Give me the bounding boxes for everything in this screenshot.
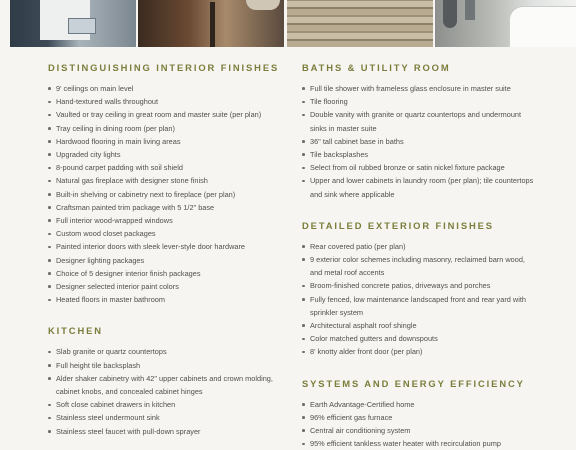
baths-utility-heading: BATHS & UTILITY ROOM xyxy=(302,62,451,73)
list-item: Upgraded city lights xyxy=(48,148,283,161)
list-item: Stainless steel undermount sink xyxy=(48,411,283,424)
baths-utility-section xyxy=(302,62,536,201)
list-item: Natural gas fireplace with designer stone finish xyxy=(48,174,283,187)
list-item: Rear covered patio (per plan) xyxy=(302,240,536,253)
list-item: Color matched gutters and downspouts xyxy=(302,332,536,345)
list-item: Tile backsplashes xyxy=(302,148,536,161)
energy-heading: SYSTEMS AND ENERGY EFFICIENCY xyxy=(302,377,525,389)
list-item: Heated floors in master bathroom xyxy=(48,293,283,306)
list-item: Soft close cabinet drawers in kitchen xyxy=(48,398,283,411)
right-column xyxy=(302,62,536,450)
list-item: 8-pound carpet padding with soil shield xyxy=(48,161,283,174)
exterior-finishes-list xyxy=(302,240,536,359)
kitchen-heading: KITCHEN xyxy=(48,325,103,337)
exterior-finishes-section xyxy=(302,220,536,359)
list-item: Select from oil rubbed bronze or satin nickel fixture package xyxy=(302,161,536,174)
energy-list xyxy=(302,398,536,450)
left-column xyxy=(48,62,283,438)
interior-finishes-section xyxy=(48,62,283,306)
photo-strip xyxy=(0,0,576,47)
list-item: Central air conditioning system xyxy=(302,424,536,437)
kitchen-section xyxy=(48,325,283,437)
list-item: Hand-textured walls throughout xyxy=(48,95,283,108)
list-item: Full interior wood-wrapped windows xyxy=(48,214,283,227)
baths-utility-list xyxy=(302,82,536,201)
list-item: Craftsman painted trim package with 5 1/2" base xyxy=(48,201,283,214)
list-item: Earth Advantage-Certified home xyxy=(302,398,536,411)
photo-bathroom-fixture xyxy=(10,0,136,47)
list-item: 95% efficient tankless water heater with recirculation pump xyxy=(302,437,536,450)
interior-finishes-list xyxy=(48,82,283,306)
list-item: Built-in shelving or cabinetry next to fireplace (per plan) xyxy=(48,188,283,201)
list-item: Painted interior doors with sleek lever-style door hardware xyxy=(48,240,283,253)
list-item: Double vanity with granite or quartz countertops and undermount sinks in master suite xyxy=(302,108,536,134)
list-item: Stainless steel faucet with pull-down sprayer xyxy=(48,425,283,438)
list-item: Broom-finished concrete patios, driveways and porches xyxy=(302,279,536,292)
list-item: Upper and lower cabinets in laundry room (per plan); tile countertops and sink where applicable xyxy=(302,174,536,200)
list-item: 8' knotty alder front door (per plan) xyxy=(302,345,536,358)
list-item: Tile flooring xyxy=(302,95,536,108)
photo-sink-faucet xyxy=(435,0,576,47)
interior-finishes-heading: DISTINGUISHING INTERIOR FINISHES xyxy=(48,62,280,73)
list-item: Custom wood closet packages xyxy=(48,227,283,240)
list-item: Architectural asphalt roof shingle xyxy=(302,319,536,332)
list-item: Choice of 5 designer interior finish packages xyxy=(48,267,283,280)
kitchen-list xyxy=(48,345,283,437)
photo-living-room xyxy=(138,0,284,47)
exterior-finishes-heading: DETAILED EXTERIOR FINISHES xyxy=(302,219,494,231)
list-item: Designer selected interior paint colors xyxy=(48,280,283,293)
list-item: Vaulted or tray ceiling in great room and master suite (per plan) xyxy=(48,108,283,121)
list-item: Designer lighting packages xyxy=(48,254,283,267)
list-item: Fully fenced, low maintenance landscaped front and rear yard with sprinkler system xyxy=(302,293,536,319)
list-item: 9' ceilings on main level xyxy=(48,82,283,95)
list-item: Hardwood flooring in main living areas xyxy=(48,135,283,148)
list-item: Slab granite or quartz countertops xyxy=(48,345,283,358)
list-item: Tray ceiling in dining room (per plan) xyxy=(48,122,283,135)
list-item: 36" tall cabinet base in baths xyxy=(302,135,536,148)
list-item: 96% efficient gas furnace xyxy=(302,411,536,424)
list-item: Alder shaker cabinetry with 42" upper cabinets and crown molding, cabinet knobs, and concealed cabinet hinges xyxy=(48,372,283,398)
list-item: 9 exterior color schemes including masonry, reclaimed barn wood, and metal roof accents xyxy=(302,253,536,279)
energy-section xyxy=(302,378,536,450)
list-item: Full tile shower with frameless glass enclosure in master suite xyxy=(302,82,536,95)
list-item: Full height tile backsplash xyxy=(48,359,283,372)
photo-stone-wall xyxy=(287,0,433,47)
